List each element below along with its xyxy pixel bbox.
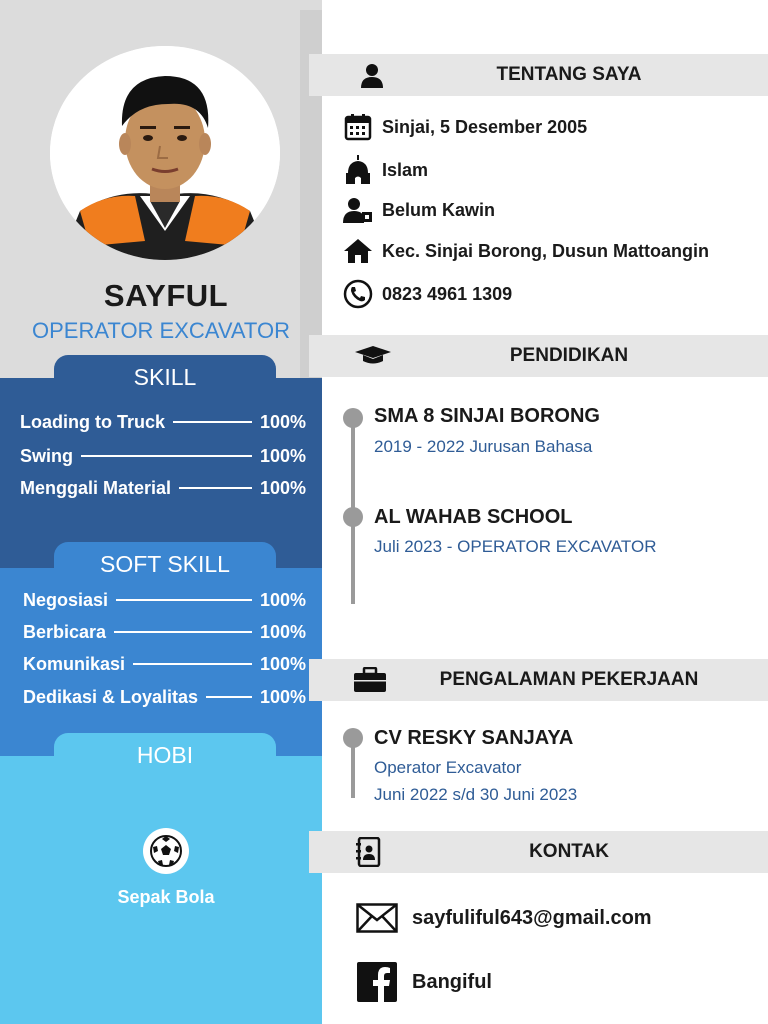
soft-skill-value: 100% [259,686,306,707]
contact-facebook[interactable]: Bangiful [412,970,492,993]
timeline-dot [343,507,363,527]
experience-title: PENGALAMAN PEKERJAAN [439,669,699,690]
mosque-icon [342,155,374,185]
about-title: TENTANG SAYA [496,64,642,85]
soft-skill-value: 100% [259,589,306,610]
phone-text: 0823 4961 1309 [382,283,513,304]
about-header [309,54,768,96]
soft-skill-label: Negosiasi [23,589,109,610]
soft-skill-value: 100% [259,653,306,674]
skill-value: 100% [259,411,306,432]
soft-skill-heading: SOFT SKILL [54,542,276,586]
skill-divider [81,455,252,457]
soft-skill-row [23,685,306,709]
hobby-label: Sepak Bola [117,887,215,907]
profile-role: OPERATOR EXCAVATOR [32,318,290,343]
education-school: SMA 8 SINJAI BORONG [374,405,600,427]
soft-skill-divider [116,599,252,601]
experience-period: Juni 2022 s/d 30 Juni 2023 [374,785,578,804]
soft-skill-label: Komunikasi [23,653,126,674]
soft-skill-row [23,620,306,644]
info-address [342,236,709,266]
contact-email[interactable]: sayfuliful643@gmail.com [412,906,652,929]
address-text: Kec. Sinjai Borong, Dusun Mattoangin [382,240,710,261]
soft-skill-divider [114,631,252,633]
contact-title: KONTAK [529,841,609,862]
graduation-cap-icon [355,341,391,371]
soft-skill-row [23,652,306,676]
skill-divider [173,421,252,423]
soft-skill-value: 100% [259,621,306,642]
email-icon [356,898,398,938]
soccer-ball-icon [143,828,189,874]
marital-text: Belum Kawin [382,199,496,220]
skill-value: 100% [259,445,306,466]
skill-label: Menggali Material [20,477,172,498]
info-marital [342,195,495,225]
person-icon [357,60,387,90]
profile-name: SAYFUL [103,278,229,313]
hobby-heading: HOBI [54,733,276,777]
timeline-dot [343,728,363,748]
birth-text: Sinjai, 5 Desember 2005 [382,116,588,137]
skill-label: Swing [20,445,73,466]
experience-position: Operator Excavator [374,758,522,777]
experience-header [309,659,768,701]
timeline-dot [343,408,363,428]
soft-skill-divider [206,696,252,698]
profile-photo [50,46,280,260]
profile-photo-illustration [50,46,280,260]
briefcase-icon [353,665,387,695]
education-detail: Juli 2023 - OPERATOR EXCAVATOR [374,537,657,556]
facebook-icon [356,962,398,1002]
skill-row [20,476,306,500]
religion-text: Islam [382,159,429,180]
info-religion [342,155,428,185]
skill-section [0,378,322,568]
skill-heading: SKILL [54,355,276,399]
education-school: AL WAHAB SCHOOL [374,506,573,528]
user-status-icon [342,195,374,225]
contact-header [309,831,768,873]
skill-divider [179,487,252,489]
contact-facebook-row[interactable] [356,962,492,1002]
soft-skill-divider [133,663,252,665]
info-phone [342,279,512,309]
contact-email-row[interactable] [356,898,652,938]
home-icon [342,236,374,266]
education-detail: 2019 - 2022 Jurusan Bahasa [374,437,593,456]
soft-skill-row [23,588,306,612]
education-header [309,335,768,377]
education-title: PENDIDIKAN [509,345,629,366]
info-birth [342,112,587,142]
skill-label: Loading to Truck [20,411,166,432]
soft-skill-label: Dedikasi & Loyalitas [23,686,199,707]
contact-book-icon [353,837,383,867]
skill-row [20,410,306,434]
experience-company: CV RESKY SANJAYA [374,727,574,749]
skill-row [20,444,306,468]
phone-icon [342,279,374,309]
skill-value: 100% [259,477,306,498]
calendar-icon [342,112,374,142]
soft-skill-label: Berbicara [23,621,107,642]
